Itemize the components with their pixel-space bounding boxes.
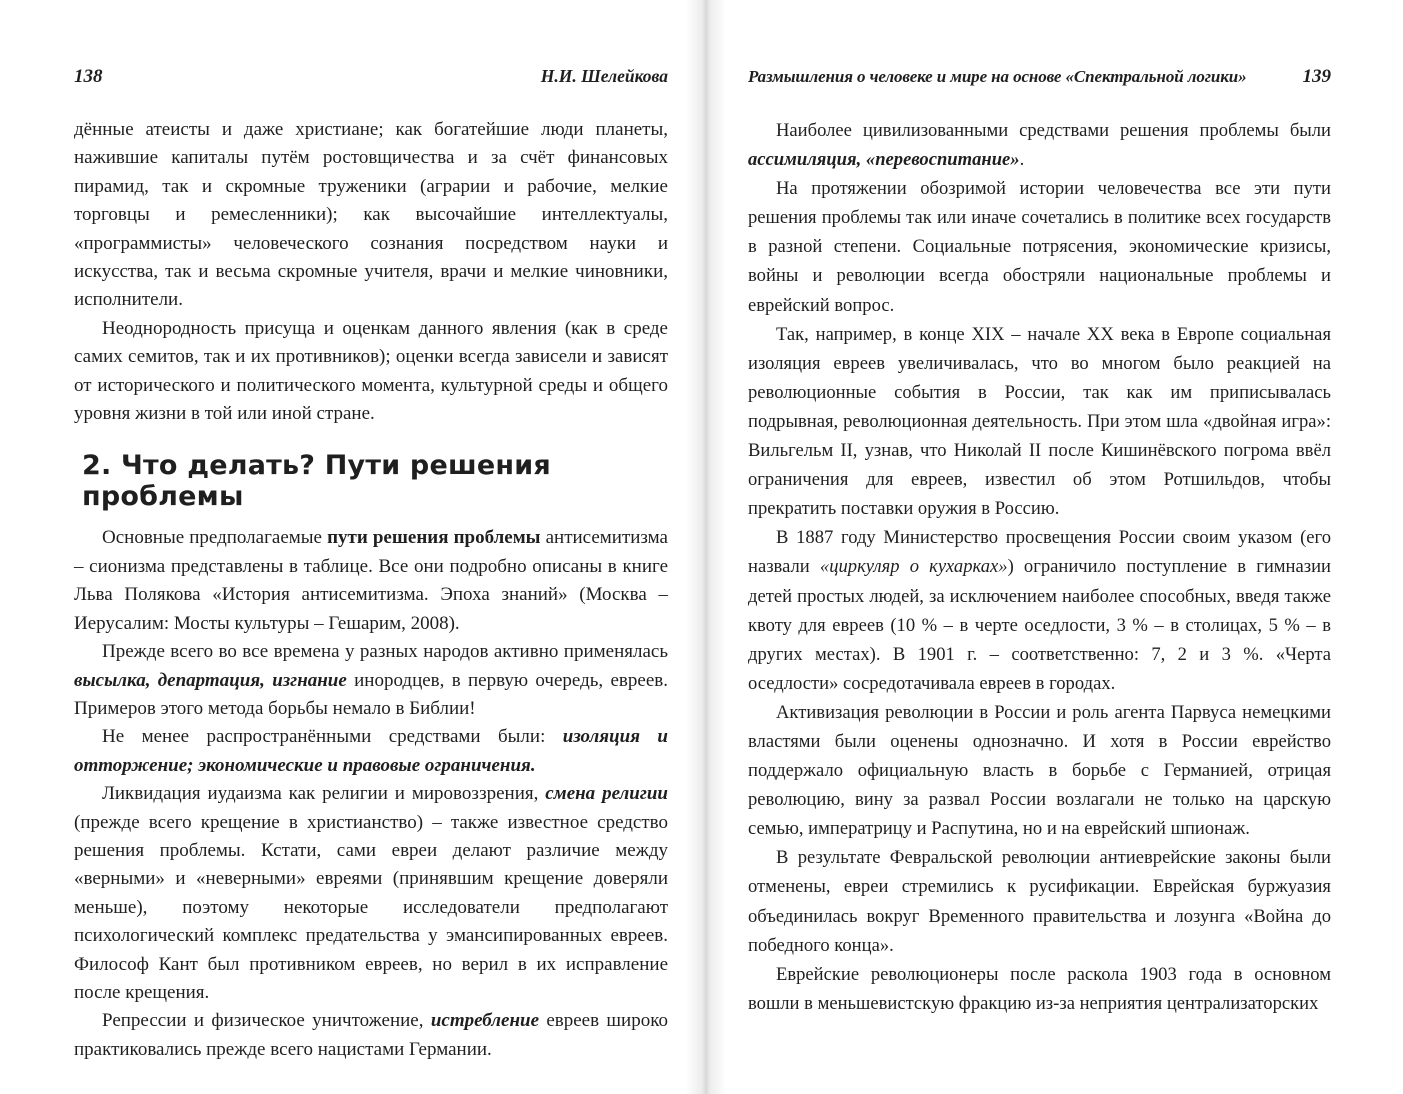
section-heading: 2. Что делать? Пути решения проблемы bbox=[82, 450, 551, 513]
paragraph: Прежде всего во все времена у разных народов активно применялась высылка, департация, изгнание инородцев, в первую очередь, евреев. Примеров этого метода борьбы немало в Библии! bbox=[74, 641, 668, 719]
paragraph: Наиболее цивилизованными средствами решения проблемы были ассимиляция, «перевоспитание». bbox=[748, 120, 1331, 171]
page-number-left: 138 bbox=[74, 66, 103, 87]
page-number-right: 139 bbox=[1302, 66, 1331, 87]
left-page bbox=[0, 0, 700, 1094]
paragraph: Репрессии и физическое уничтожение, истребление евреев широко практиковались прежде всего нацистами Германии. bbox=[74, 1010, 668, 1060]
paragraph: Еврейские революционеры после раскола 1903 года в основном вошли в меньшевистскую фракцию из-за неприятия централизаторских bbox=[748, 963, 1331, 1014]
paragraph: Ликвидация иудаизма как религии и мировоззрения, смена религии (прежде всего крещение в христианство) – также известное средство решения проблемы. Кстати, сами евреи делают различие между «верными» и «неверными» евреями (принявшим крещение доверяли меньше), поэтому некоторые исследователи предполагают психологический комплекс предательства у эмансипированных евреев. Философ Кант был противником евреев, но верил в их исправление после крещения. bbox=[74, 783, 668, 1003]
paragraph: Так, например, в конце XIX – начале XX века в Европе социальная изоляция евреев увеличивалась, что во многом было реакцией на революционные события в России, так как им приписывалась подрывная, революционная деятельность. При этом шла «двойная игра»: Вильгельм II, узнав, что Николай II после Кишинёвского погрома ввёл ограничения для евреев, известил об этом Ротшильдов, чтобы прекратить поставки оружия в Россию. bbox=[748, 323, 1331, 520]
paragraph: Не менее распространёнными средствами были: изоляция и отторжение; экономические и правовые ограничения. bbox=[74, 726, 668, 776]
paragraph: На протяжении обозримой истории человечества все эти пути решения проблемы так или иначе сочетались в политике всех государств в разной степени. Социальные потрясения, экономические кризисы, войны и революции всегда обостряли национальные проблемы и еврейский вопрос. bbox=[748, 178, 1331, 316]
paragraph: Неоднородность присуща и оценкам данного явления (как в среде самих семитов, так и их противников); оценки всегда зависели и зависят от исторического и политического момента, культурной среды и общего уровня жизни в той или иной стране. bbox=[74, 317, 668, 425]
paragraph: Основные предполагаемые пути решения проблемы антисемитизма – сионизма представлены в таблице. Все они подробно описаны в книге Льва Полякова «История антисемитизма. Эпоха знаний» (Москва – Иерусалим: Мосты культуры – Гешарим, 2008). bbox=[74, 527, 668, 634]
running-title-author: Н.И. Шелейкова bbox=[540, 66, 668, 86]
paragraph: дённые атеисты и даже христиане; как богатейшие люди планеты, нажившие капиталы путём ростовщичества и за счёт финансовых пирамид, так и скромные труженики (аграрии и рабочие, мелкие торговцы и ремесленники); как высочайшие интеллектуалы, «программисты» человеческого сознания посредством науки и искусства, так и весьма скромные учителя, врачи и мелкие чиновники, исполнители. bbox=[74, 119, 668, 311]
paragraph: В 1887 году Министерство просвещения России своим указом (его назвали «циркуляр о кухарках») ограничило поступление в гимназии детей простых людей, за исключением наиболее способных, введя также квоту для евреев (10 % – в черте оседлости, 3 % – в столицах, 5 % – в других местах). В 1901 г. – соответственно: 7, 2 и 3 %. «Черта оседлости» сосредотачивала евреев в городах. bbox=[748, 527, 1331, 694]
paragraph: Активизация революции в России и роль агента Парвуса немецкими властями были оценены однозначно. И хотя в России еврейство поддержало официальную власть в борьбе с Германией, отрицая революцию, вину за развал России возлагали не только на царскую семью, императрицу и Распутина, но и на еврейский шпионаж. bbox=[748, 701, 1331, 840]
paragraph: В результате Февральской революции антиеврейские законы были отменены, евреи стремились к русификации. Еврейская буржуазия объединилась вокруг Временного правительства и лозунга «Война до победного конца». bbox=[748, 847, 1331, 956]
running-title-book: Размышления о человеке и мире на основе «Спектральной логики» bbox=[748, 67, 1247, 86]
right-page bbox=[712, 0, 1403, 1094]
left-running-head bbox=[74, 66, 668, 100]
right-running-head bbox=[748, 66, 1331, 100]
